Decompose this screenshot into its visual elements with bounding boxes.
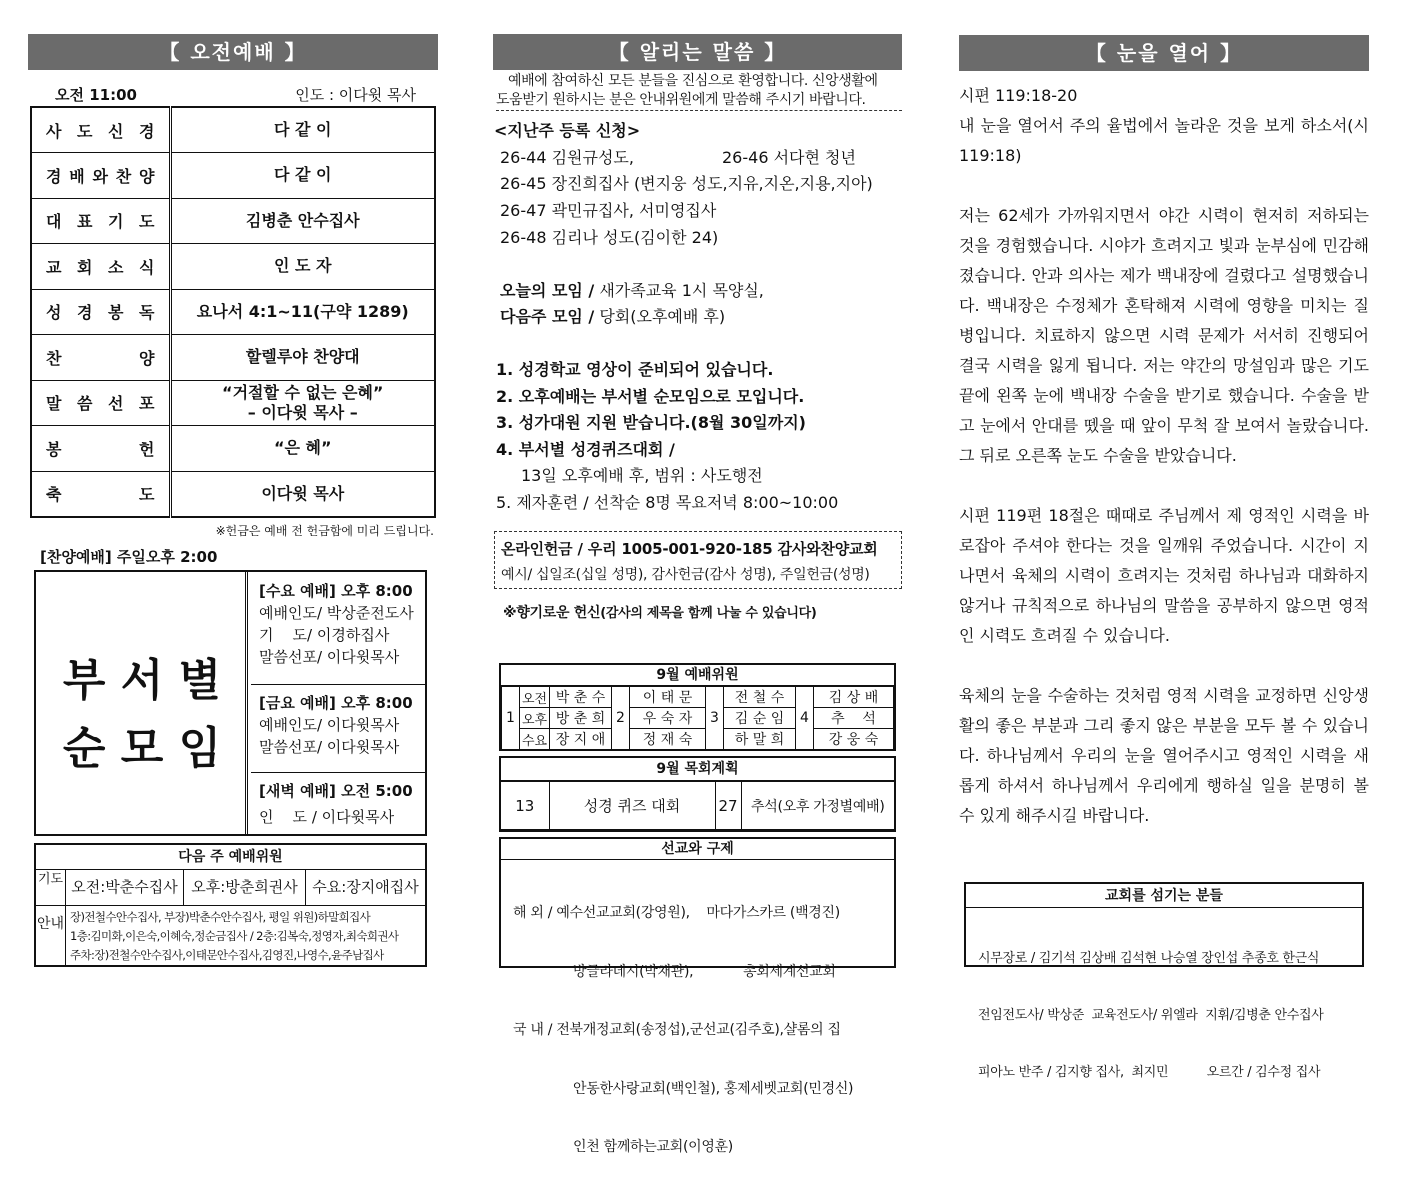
committee-name: 전 철 수 (724, 687, 796, 708)
next-label: 다음주 모임 / (500, 307, 595, 326)
order-value (170, 471, 435, 517)
committee-name: 장 지 애 (550, 729, 612, 750)
wed-line: 기 도/ 이경하집사 (259, 626, 390, 644)
plan-table (501, 781, 894, 830)
pray-wed: 수요:장지애집사 (312, 878, 419, 896)
order-row (31, 153, 435, 199)
order-label (31, 153, 170, 199)
order-label-text: 대 표 기 도 (46, 212, 155, 232)
order-value-text: 할렐루야 찬양대 (245, 347, 360, 367)
week-number: 3 (706, 687, 724, 750)
order-value-text: 이다윗 목사 (261, 483, 345, 503)
order-label (31, 289, 170, 335)
order-label (31, 426, 170, 472)
fragrant-desc: (감사의 제목을 함께 나눌 수 있습니다) (600, 606, 817, 621)
fragrant-offering (503, 602, 817, 622)
dawn-title: [새벽 예배] 오전 5:00 (259, 782, 413, 800)
order-row (31, 198, 435, 244)
order-value (170, 107, 435, 153)
notice-item: 4. 부서별 성경퀴즈대회 / (496, 440, 675, 459)
pray-pm: 오후:방춘희권사 (184, 870, 306, 905)
committee-name: 하 말 희 (724, 729, 796, 750)
order-value-text: 다 같 이 (273, 120, 332, 139)
order-label-text: 찬 양 (46, 348, 155, 368)
order-label (31, 335, 170, 381)
praise-header: [찬양예배] 주일오후 2:00 (40, 548, 218, 566)
order-label (31, 380, 170, 426)
order-label (31, 471, 170, 517)
order-value-text: “은 혜” (273, 438, 332, 458)
registration-item: 26-45 장진희집사 (변지웅 성도,지유,지온,지용,지아) (500, 174, 873, 193)
notice-item: 2. 오후예배는 부서별 순모임으로 모입니다. (496, 387, 805, 406)
order-label (31, 107, 170, 153)
fri-service (251, 692, 425, 758)
wed-line: 말씀선포/ 이다윗목사 (259, 648, 400, 666)
order-value-text: 요나서 4:1~11(구약 1289) (196, 301, 409, 321)
notice-item: 5. 제자훈련 / 선착순 8명 목요저녁 8:00~10:00 (496, 493, 839, 512)
devotion-paragraph: 육체의 눈을 수술하는 것처럼 영적 시력을 교정하면 신앙생활의 좋은 부분과 그리 좋지 않은 부분을 모두 볼 수 있습니다. 하나님께서 우리의 눈을 열어주시고 영적인 시력을 새롭게 하셔서 하나님께서 우리에게 행하실 일을 분명히 볼 수 있게 해주시길 바랍니다. (959, 686, 1369, 825)
servants-line: 전임전도사/ 박상준 교육전도사/ 위엘라 지휘/김병춘 안수집사 (978, 1008, 1324, 1023)
week-number: 2 (612, 687, 630, 750)
plan-event: 성경 퀴즈 대회 (549, 782, 715, 830)
next-title: 다음 주 예배위원 (36, 845, 425, 870)
mission-item: 인천 함께하는교회(이영훈) (573, 1139, 733, 1155)
plan-date: 27 (715, 782, 741, 830)
notice-item: 1. 성경학교 영상이 준비되어 있습니다. (496, 360, 774, 379)
committee-name: 방 춘 희 (550, 708, 612, 729)
plan-event: 추석(오후 가정별예배) (741, 782, 894, 830)
next-value: 당회(오후예배 후) (594, 307, 726, 326)
devotion-paragraph: 시편 119편 18절은 때때로 주님께서 제 영적인 시력을 바로잡아 주셔야 한다는 것을 일깨워 주었습니다. 시간이 지나면서 육체의 시력이 흐려지는 것처럼 하나님과 대화하지 않거나 규칙적으로 하나님의 말씀을 공부하지 않으면 영적인 시력도 흐려질 수 있습니다. (959, 506, 1369, 645)
scripture-ref: 시편 119:18-20 (959, 86, 1078, 105)
online-example: 예시/ 십일조(십일 성명), 감사헌금(감사 성명), 주일헌금(성명) (501, 567, 870, 583)
order-value-sub: – 이다윗 목사 – (247, 402, 358, 422)
devotion-text (959, 81, 1369, 831)
order-label-text: 봉 헌 (46, 439, 155, 459)
committee-title: 9월 예배위원 (501, 665, 894, 686)
order-row (31, 380, 435, 426)
scripture-verse: 내 눈을 열어서 주의 율법에서 놀라운 것을 보게 하소서(시 119:18) (959, 116, 1369, 165)
offering-note: ※헌금은 예배 전 헌금함에 미리 드립니다. (215, 524, 434, 538)
next-week-committee (34, 843, 427, 967)
online-account: 온라인헌금 / 우리 1005-001-920-185 감사와찬양교회 (501, 540, 878, 558)
overseas-label: 해 외 / (513, 905, 553, 921)
dawn-line: 인 도 / 이다윗목사 (259, 808, 395, 826)
order-row (31, 107, 435, 153)
wed-line: 예배인도/ 박상준전도사 (259, 604, 414, 622)
servants-line: 피아노 반주 / 김지향 집사, 최지민 오르간 / 김수정 집사 (978, 1065, 1321, 1080)
service-leader: 인도 : 이다윗 목사 (295, 86, 416, 104)
wed-service (251, 580, 425, 668)
order-label-text: 교 회 소 식 (46, 257, 155, 277)
committee-name: 우 숙 자 (630, 708, 706, 729)
devotion-banner: 【 눈을 열어 】 (959, 35, 1369, 71)
mission-item: 예수선교교회(강영원), 마다가스카르 (백경진) (556, 905, 840, 921)
welcome-line: 예배에 참여하신 모든 분들을 진심으로 환영합니다. 신앙생활에 (508, 73, 878, 89)
order-label-text: 경 배 와 찬 양 (46, 166, 155, 186)
welcome-line: 도움받기 원하시는 분은 안내위원에게 말씀해 주시기 바랍니다. (496, 92, 866, 108)
order-row (31, 289, 435, 335)
registration-item: 26-46 서다현 청년 (722, 148, 856, 167)
next-meeting (500, 304, 725, 327)
order-row (31, 471, 435, 517)
servants-title: 교회를 섬기는 분들 (966, 884, 1362, 908)
guide-line: 1층:김미화,이은숙,이혜숙,정순금집사 / 2층:김복숙,정영자,최숙희권사 (70, 929, 399, 943)
mission-item: 안동한사랑교회(백인철), 홍제세벳교회(민경신) (573, 1080, 854, 1097)
announce-banner: 【 알리는 말씀 】 (493, 34, 902, 70)
welcome-text (496, 72, 902, 111)
next-guide-row (36, 906, 425, 965)
service-time: 오전 11:00 (55, 86, 137, 104)
worship-order-table (30, 106, 436, 518)
pray-label: 기도 (36, 870, 66, 905)
big-title-1: 부 서 별 (62, 655, 222, 706)
church-servants (964, 882, 1364, 1080)
registration-item: 26-48 김리나 성도(김이한 24) (500, 228, 719, 247)
online-offering-box (494, 531, 902, 589)
guide-label: 안내 (36, 906, 66, 965)
weekday-services (251, 572, 425, 834)
registration-item: 26-47 곽민규집사, 서미영집사 (500, 201, 717, 220)
committee-name: 박 춘 수 (550, 687, 612, 708)
order-value-text: 다 같 이 (273, 165, 332, 185)
divider (251, 684, 425, 685)
worship-banner: 【 오전예배 】 (28, 34, 438, 70)
fri-line: 예배인도/ 이다윗목사 (259, 716, 400, 734)
next-pray-row (36, 870, 425, 906)
fri-title: [금요 예배] 오후 8:00 (259, 694, 413, 712)
order-value (170, 335, 435, 381)
order-label-text: 축 도 (46, 485, 155, 504)
plan-title: 9월 목회계획 (501, 758, 894, 781)
department-meeting (36, 572, 248, 834)
mission-box (499, 837, 896, 1155)
committee-name: 김 순 임 (724, 708, 796, 729)
today-value: 새가족교육 1시 목양실, (594, 281, 764, 300)
order-label (31, 198, 170, 244)
notice-item: 3. 성가대원 지원 받습니다.(8월 30일까지) (496, 413, 806, 432)
order-row (31, 244, 435, 290)
order-value (170, 289, 435, 335)
september-plan (499, 756, 896, 832)
order-value-text: 인 도 자 (273, 256, 332, 276)
order-value (170, 380, 435, 426)
order-row (31, 335, 435, 381)
committee-table (501, 686, 894, 750)
fragrant-label: ※향기로운 헌신 (503, 605, 601, 621)
order-label-text: 성 경 봉 독 (46, 303, 155, 323)
committee-name: 정 재 숙 (630, 729, 706, 750)
order-label-text: 사 도 신 경 (46, 121, 155, 141)
slot-label: 수요 (520, 729, 550, 750)
domestic-label: 국 내 / (513, 1022, 553, 1038)
week-number: 4 (796, 687, 814, 750)
order-value (170, 153, 435, 199)
order-value-text: 김병춘 안수집사 (245, 210, 360, 230)
order-value (170, 198, 435, 244)
servants-line: 시무장로 / 김기석 김상배 김석현 나승열 장인섭 추종호 한근식 (978, 951, 1320, 966)
devotion-paragraph: 저는 62세가 가까워지면서 야간 시력이 현저히 저하되는 것을 경험했습니다. 시야가 흐려지고 빛과 눈부심에 민감해졌습니다. 안과 의사는 제가 백내장에 걸렸다고 설명했습니다. 백내장은 수정체가 혼탁해져 시력에 영향을 미치는 질병입니다. 치료하지 않으면 시력 문제가 서서히 진행되어 결국 시력을 잃게 됩니다. 저는 약간의 망설임과 많은 기도 끝에 왼쪽 눈에 백내장 수술을 받기로 했습니다. 수술을 받고 눈에서 안대를 뗐을 때 앞이 무척 잘 보여서 놀랐습니다. 그 뒤로 오른쪽 눈도 수술을 받았습니다. (959, 206, 1369, 465)
mission-item: 방글라데시(박채관), 총회세계선교회 (573, 963, 836, 980)
mission-item: 전북개정교회(송정섭),군선교(김주호),샬롬의 집 (556, 1022, 841, 1038)
notice-item-sub: 13일 오후예배 후, 범위 : 사도행전 (521, 466, 763, 485)
guide-line: 주차:장)전철수안수집사,이태문안수집사,김영진,나영수,윤주남집사 (70, 948, 384, 962)
today-label: 오늘의 모임 / (500, 281, 595, 300)
dawn-service (251, 780, 425, 828)
week-number: 1 (502, 687, 520, 750)
committee-name: 강 웅 숙 (814, 729, 894, 750)
wed-title: [수요 예배] 오후 8:00 (259, 582, 413, 600)
plan-date: 13 (501, 782, 549, 830)
registration-title: <지난주 등록 신청> (494, 121, 641, 140)
fri-line: 말씀선포/ 이다윗목사 (259, 738, 400, 756)
praise-box (34, 570, 427, 836)
mission-list (513, 865, 853, 1197)
order-value (170, 244, 435, 290)
slot-label: 오후 (520, 708, 550, 729)
order-row (31, 426, 435, 472)
order-label-text: 말 씀 선 포 (46, 394, 155, 414)
slot-label: 오전 (520, 687, 550, 708)
committee-name: 추 석 (814, 708, 894, 729)
big-title-2: 순 모 임 (62, 723, 222, 774)
guide-line: 장)전철수안수집사, 부장)박춘수안수집사, 평일 위원)하말희집사 (70, 910, 371, 924)
order-value (170, 426, 435, 472)
september-committee (499, 663, 896, 751)
registration-item: 26-44 김원규성도, (500, 148, 634, 167)
pray-am: 오전:박춘수집사 (66, 870, 184, 905)
committee-name: 김 상 배 (814, 687, 894, 708)
divider (251, 772, 425, 773)
order-value-text: “거절할 수 없는 은혜” (222, 382, 384, 402)
service-header (28, 84, 440, 106)
today-meeting (500, 278, 764, 301)
committee-name: 이 태 문 (630, 687, 706, 708)
order-label (31, 244, 170, 290)
mission-title: 선교와 구제 (501, 839, 894, 860)
